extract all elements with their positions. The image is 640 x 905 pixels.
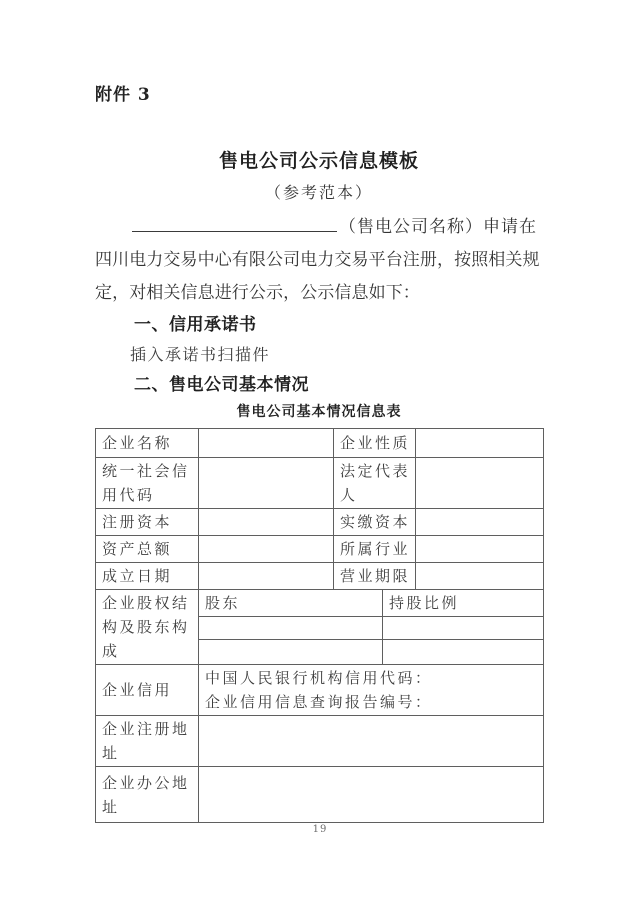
value-shareholder-row2 [199,640,383,665]
credit-line-1: 中国人民银行机构信用代码： [205,669,433,687]
value-registered-capital [199,509,334,536]
document-subtitle: （参考范本） [264,183,373,202]
value-office-address [199,767,544,823]
table-row [96,716,544,767]
enterprise-credit-cell [199,665,544,716]
value-industry [416,536,544,563]
attachment-label: 附件 3 [95,85,151,105]
label-office-address: 企业办公地址 [96,767,199,823]
label-registered-capital: 注册资本 [96,509,199,536]
table-row [96,509,544,536]
table-row [96,665,544,716]
value-company-type [416,429,544,458]
value-business-term [416,563,544,590]
section-1-body: 插入承诺书扫描件 [130,345,271,364]
value-company-name [199,429,334,458]
value-registered-address [199,716,544,767]
section-2-heading: 二、售电公司基本情况 [134,375,309,395]
table-caption: 售电公司基本情况信息表 [236,404,402,420]
company-info-table [95,428,544,823]
intro-line-1 [95,211,543,244]
label-paid-in-capital: 实缴资本 [334,509,416,536]
value-establish-date [199,563,334,590]
label-total-assets: 资产总额 [96,536,199,563]
label-industry: 所属行业 [334,536,416,563]
table-row [96,429,544,458]
credit-line-2: 企业信用信息查询报告编号： [205,693,433,711]
table-row [96,767,544,823]
label-shareholder: 股东 [199,590,383,617]
value-paid-in-capital [416,509,544,536]
section-1-heading: 一、信用承诺书 [134,315,257,335]
value-ratio-row2 [383,640,544,665]
table-row [96,590,544,617]
intro-line-2: 四川电力交易中心有限公司电力交易平台注册，按照相关规 [95,250,540,270]
label-company-type: 企业性质 [334,429,416,458]
label-business-term: 营业期限 [334,563,416,590]
label-unified-credit-code: 统一社会信用代码 [96,458,199,509]
value-shareholder-row1 [199,617,383,640]
page-number: 19 [312,824,328,835]
intro-paragraph [95,211,543,310]
label-registered-address: 企业注册地址 [96,716,199,767]
value-unified-credit-code [199,458,334,509]
intro-line-1-suffix: （售电公司名称）申请在 [339,217,537,237]
value-ratio-row1 [383,617,544,640]
table-row [96,536,544,563]
table-row [96,563,544,590]
company-name-blank-line [132,216,337,232]
label-equity-structure: 企业股权结构及股东构成 [96,590,199,665]
value-legal-representative [416,458,544,509]
label-establish-date: 成立日期 [96,563,199,590]
value-total-assets [199,536,334,563]
label-company-name: 企业名称 [96,429,199,458]
table-row [96,458,544,509]
label-legal-representative: 法定代表人 [334,458,416,509]
intro-line-3: 定，对相关信息进行公示，公示信息如下： [95,283,420,303]
label-enterprise-credit: 企业信用 [96,665,199,716]
document-title: 售电公司公示信息模板 [218,150,419,172]
label-shareholding-ratio: 持股比例 [383,590,544,617]
